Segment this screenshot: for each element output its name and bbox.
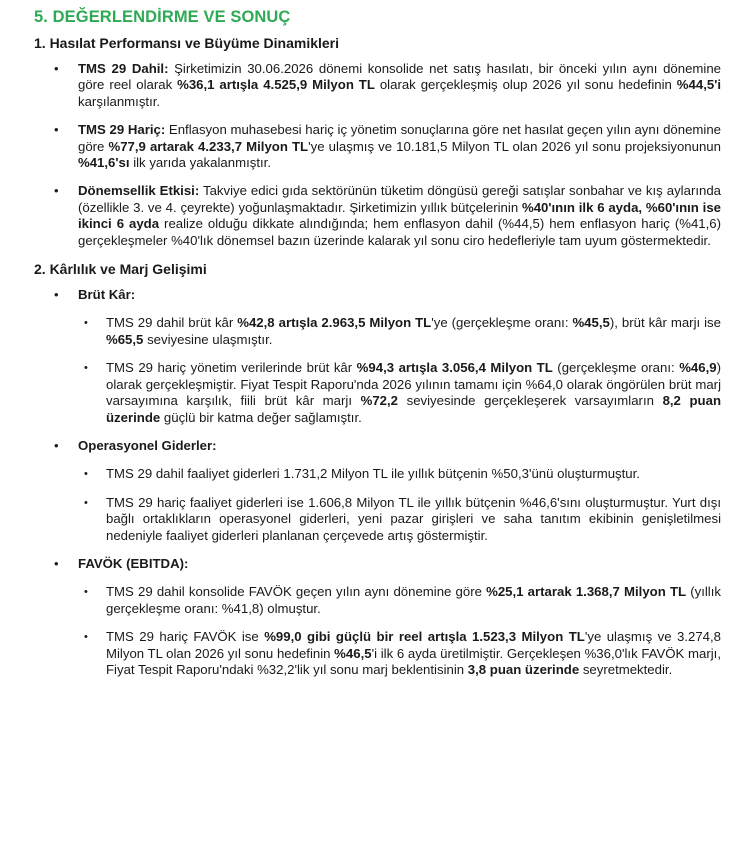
item-label: TMS 29 Dahil:: [78, 61, 169, 76]
item-label: TMS 29 Hariç:: [78, 122, 166, 138]
section1-list: [24, 61, 721, 249]
bold-text: %46,9: [679, 360, 717, 376]
text-segment: Şirketimizin 30.06.2026 dönemi konsolide net satış hasılatı, bir önceki yılın aynı dönemine göre reel olarak: [78, 61, 721, 93]
sub-bullet-item: [78, 466, 721, 482]
bullet-icon: •: [54, 183, 59, 199]
bullet-icon: •: [54, 61, 59, 76]
bullet-group: [24, 438, 721, 544]
text-segment: güçlü bir katma değer sağlamıştır.: [160, 409, 362, 425]
sub-bullet-item: [78, 360, 721, 426]
sub-bullet-item: [78, 629, 721, 678]
bold-text: %36,1 artışla 4.525,9 Milyon TL: [177, 77, 375, 93]
bold-text: %65,5: [106, 331, 144, 347]
bold-text: %40'ının ilk 6 ayda, %60'ının ise ikinci 6 ayda: [78, 199, 721, 232]
group-label: Operasyonel Giderler:: [78, 437, 217, 453]
bullet-icon: •: [54, 555, 59, 571]
sub-list: [78, 315, 721, 425]
text-segment: seviyesine ulaşmıştır.: [143, 331, 273, 347]
text-segment: ilk yarıda yakalanmıştır.: [129, 155, 271, 171]
sub-list: [78, 584, 721, 678]
text-segment: 'ye (gerçekleşme oranı:: [431, 315, 573, 331]
sub-bullet-item: [78, 495, 721, 544]
section-title: 5. DEĞERLENDİRME VE SONUÇ: [34, 8, 291, 26]
sub-bullet-item: [78, 315, 721, 348]
bold-text: %41,6'sı: [78, 155, 130, 171]
sub-bullet-icon: •: [84, 362, 88, 375]
bold-text: 8,2 puan üzerinde: [106, 393, 721, 425]
bullet-icon: •: [54, 122, 59, 138]
text-segment: TMS 29 dahil brüt kâr: [106, 315, 238, 331]
bullet-item: [24, 122, 721, 171]
sub-list: [78, 466, 721, 544]
text-segment: (gerçekleşme oranı:: [552, 360, 680, 376]
text-segment: ) olarak gerçekleşmiştir. Fiyat Tespit Raporu'nda 2026 yılının tamamı için %64,0 olarak öngörülen brüt marj varsayımına karşılık, fiili brüt kâr marjı: [106, 360, 721, 409]
sub-bullet-item: [78, 584, 721, 617]
sub-bullet-icon: •: [84, 468, 88, 481]
bold-text: %46,5: [334, 645, 372, 661]
bold-text: %44,5'i: [676, 77, 721, 93]
bullet-group: [24, 556, 721, 678]
sub-bullet-icon: •: [84, 496, 88, 509]
bold-text: %42,8 artışla 2.963,5 Milyon TL: [237, 315, 432, 331]
sub-bullet-icon: •: [84, 586, 88, 599]
text-segment: (yıllık gerçekleşme oranı: %41,8) olmuştur.: [106, 584, 721, 616]
bold-text: %77,9 artarak 4.233,7 Milyon TL: [108, 138, 309, 154]
section2-heading: 2. Kârlılık ve Marj Gelişimi: [34, 261, 207, 278]
text-segment: 'i ilk 6 ayda üretilmiştir. Gerçekleşen %36,0'lık FAVÖK marjı, Fiyat Tespit Raporu'ndaki %32,2'lik yıl sonu marj beklentisinin: [106, 645, 722, 677]
text-segment: karşılanmıştır.: [78, 93, 161, 109]
text-segment: seyretmektedir.: [579, 661, 673, 677]
sub-bullet-icon: •: [84, 317, 88, 330]
sub-bullet-icon: •: [84, 631, 88, 644]
text-segment: 'ye ulaşmış ve 10.181,5 Milyon TL olan 2026 yıl sonu projeksiyonunun: [308, 138, 721, 154]
text-segment: TMS 29 hariç FAVÖK ise: [106, 629, 265, 645]
section2-list: [24, 287, 721, 678]
text-segment: TMS 29 dahil konsolide FAVÖK geçen yılın aynı dönemine göre: [106, 584, 487, 600]
text-segment: ), brüt kâr marjı ise: [609, 315, 721, 331]
text-segment: olarak gerçekleşmiş olup 2026 yıl sonu hedefinin: [374, 77, 677, 93]
text-segment: Enflasyon muhasebesi hariç iç yönetim sonuçlarına göre net hasılat geçen yılın aynı dönemine göre: [78, 122, 721, 154]
text-segment: 'ye ulaşmış ve 3.274,8 Milyon TL olan 2026 yıl sonu hedefinin: [106, 629, 721, 661]
group-label: FAVÖK (EBITDA):: [78, 555, 189, 571]
section1-heading: 1. Hasılat Performansı ve Büyüme Dinamikleri: [34, 35, 340, 51]
bullet-item: [24, 61, 721, 110]
bullet-icon: •: [54, 287, 59, 303]
text-segment: TMS 29 hariç faaliyet giderleri ise 1.606,8 Milyon TL ile yıllık bütçenin %46,6'sını oluşturmuştur. Yurt dışı bağlı ortaklıkların operasyonel giderleri, yeni pazar girişleri ve saha tanıtım ekibinin genişletilmesi nedeniyle faaliyet giderleri planlanan çerçevede artış göstermiştir.: [106, 494, 721, 543]
item-label: Dönemsellik Etkisi:: [78, 183, 200, 199]
bold-text: %99,0 gibi güçlü bir reel artışla 1.523,3 Milyon TL: [264, 629, 585, 645]
text-segment: realize olduğu dikkate alındığında; hem enflasyon dahil (%44,5) hem enflasyon hariç (%41,6) gerçekleşmeler %40'lık dönemsel bazın üzerinde kalarak yıl sonu ciro hedefleriyle tam uyum göstermektedir.: [78, 216, 722, 248]
text-segment: Takviye edici gıda sektörünün tüketim döngüsü gereği satışlar sonbahar ve kış aylarında (özellikle 3. ve 4. çeyrekte) yoğunlaşmaktadır. Şirketimizin yıllık bütçelerinin: [78, 183, 721, 215]
bold-text: %25,1 artarak 1.368,7 Milyon TL: [486, 584, 687, 600]
bullet-item: [24, 183, 721, 249]
bold-text: %72,2: [360, 393, 398, 409]
text-segment: seviyesinde gerçekleşerek varsayımların: [398, 393, 663, 409]
bold-text: %45,5: [572, 315, 610, 331]
bullet-group: [24, 287, 721, 426]
text-segment: TMS 29 dahil faaliyet giderleri 1.731,2 Milyon TL ile yıllık bütçenin %50,3'ünü oluşturmuştur.: [106, 466, 640, 482]
group-label: Brüt Kâr:: [78, 287, 136, 303]
bold-text: %94,3 artışla 3.056,4 Milyon TL: [356, 360, 553, 376]
text-segment: TMS 29 hariç yönetim verilerinde brüt kâr: [106, 360, 357, 376]
bold-text: 3,8 puan üzerinde: [467, 661, 580, 677]
bullet-icon: •: [54, 437, 59, 453]
